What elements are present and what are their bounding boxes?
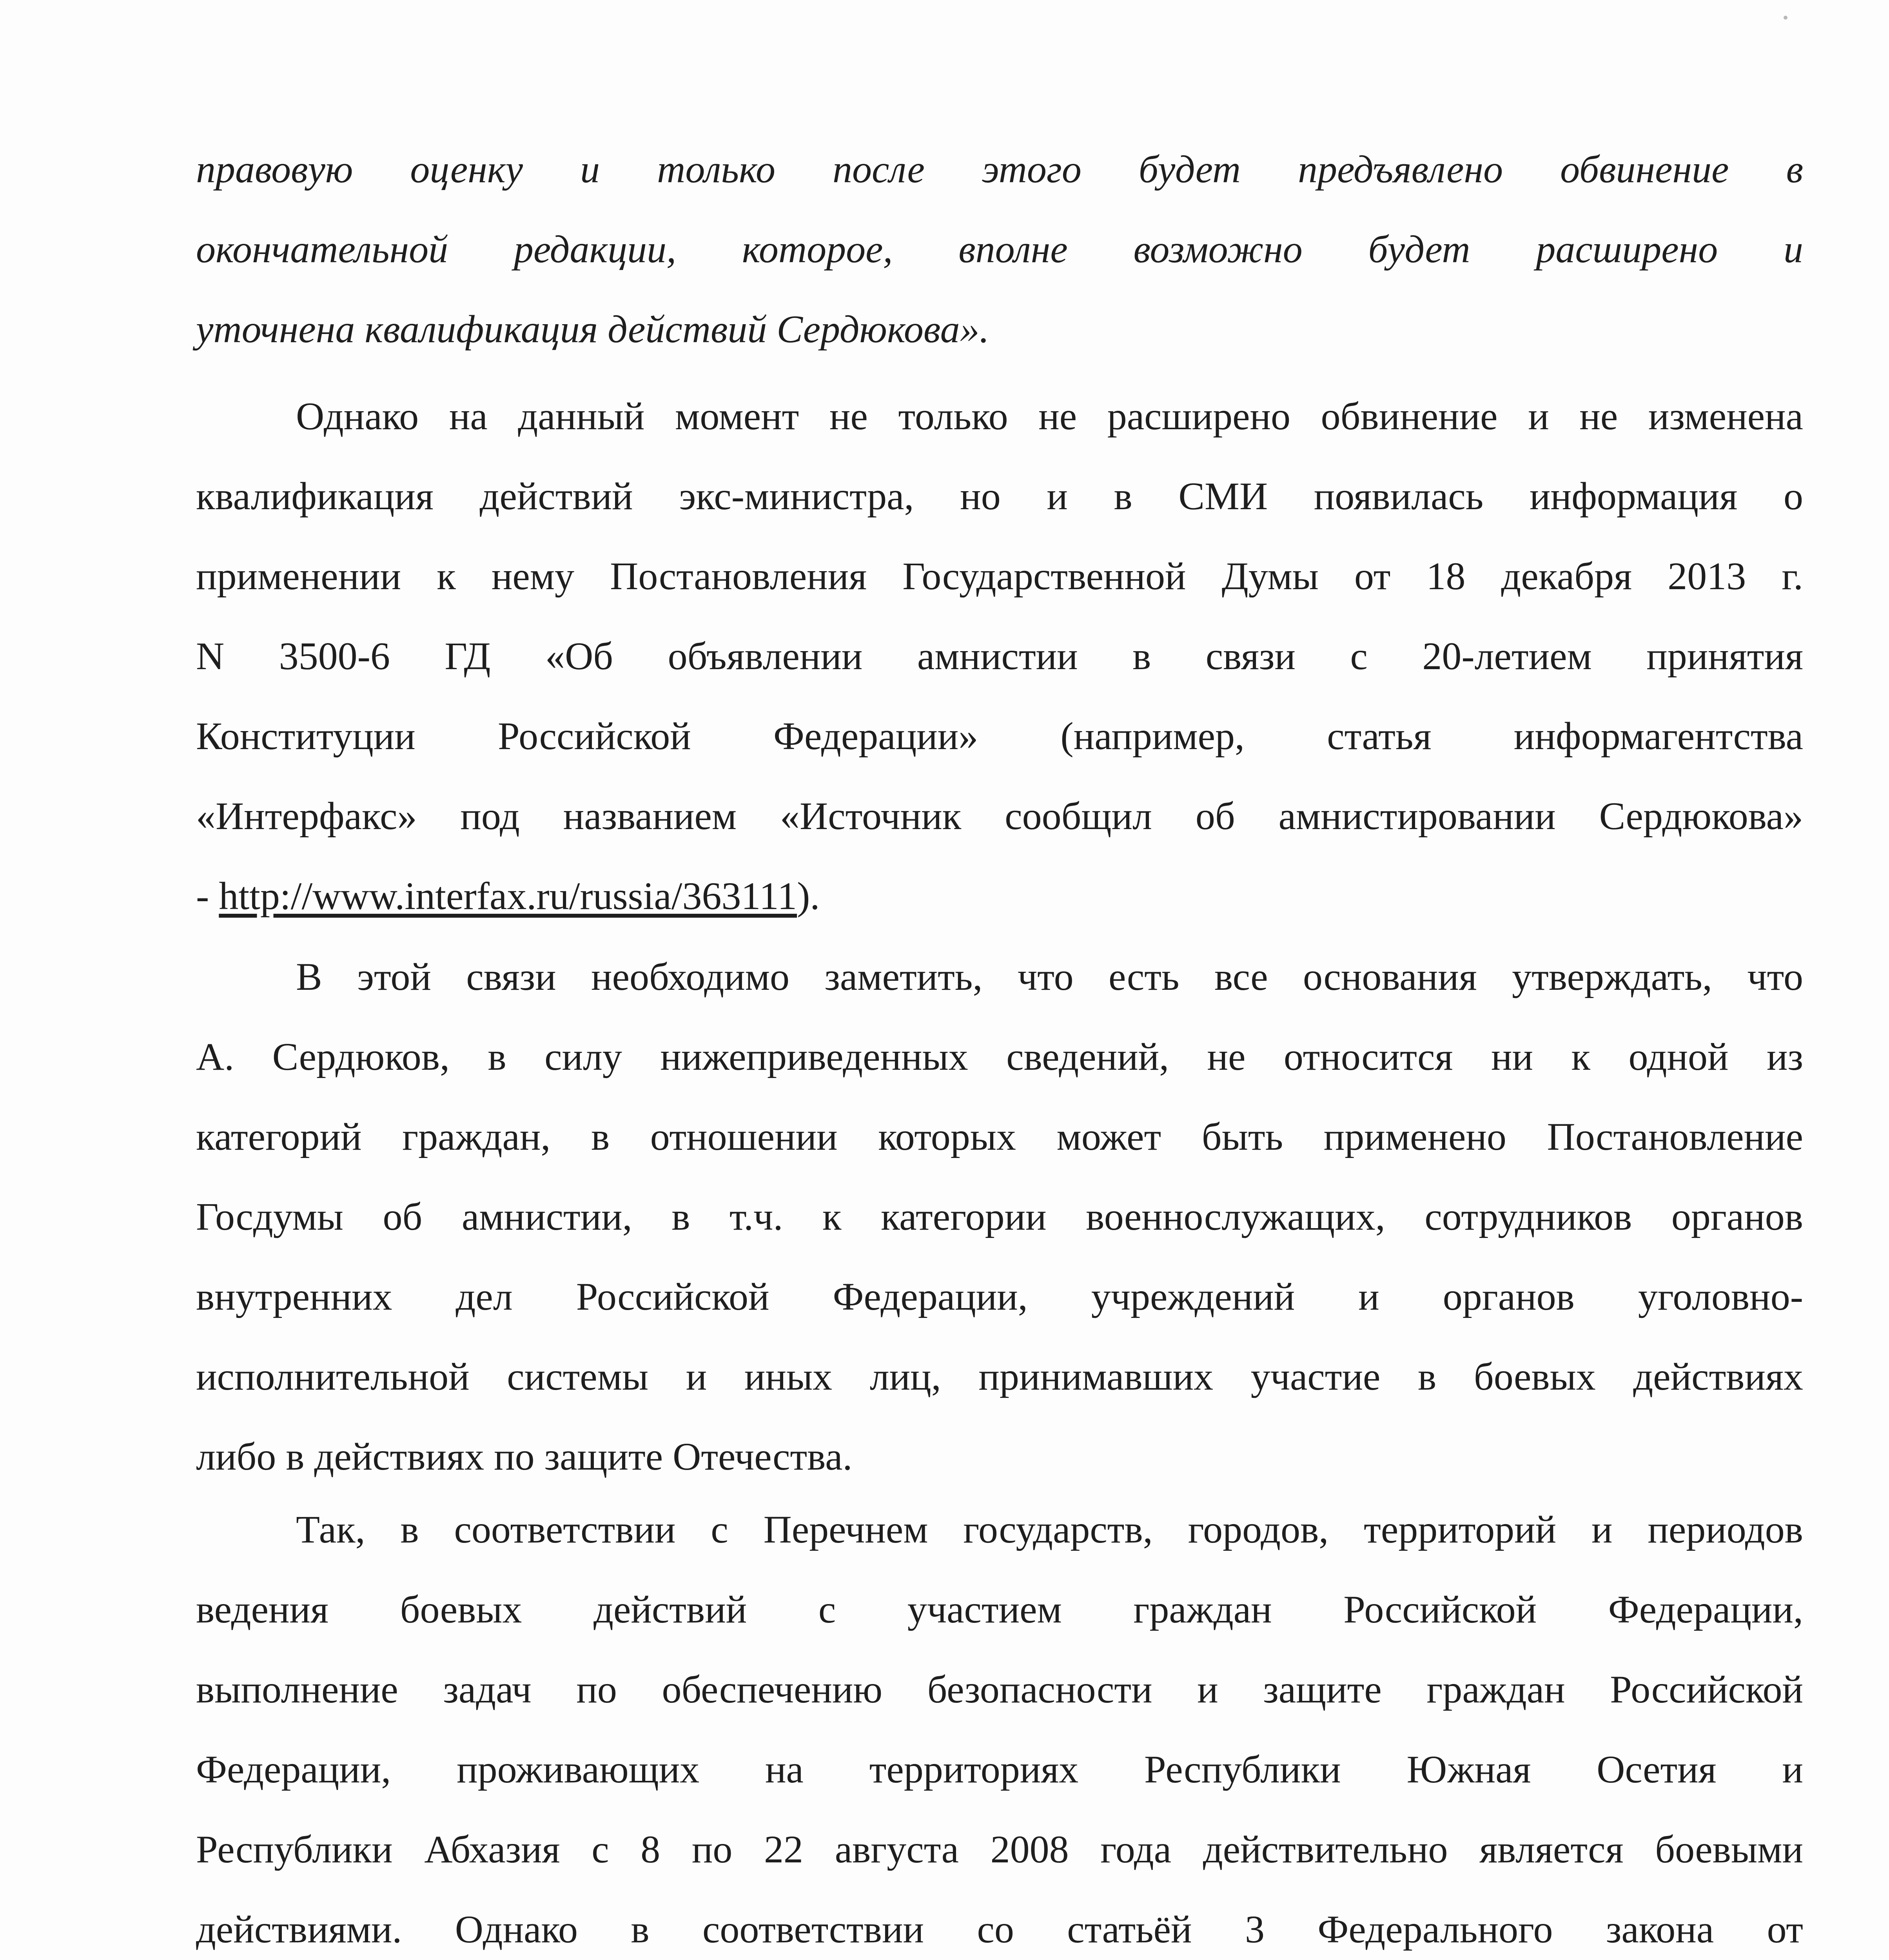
paragraph-line: А. Сердюков, в силу нижеприведенных сведений, не относится ни к одной из: [196, 1035, 1803, 1078]
paragraph-line: исполнительной системы и иных лиц, принимавших участие в боевых действиях: [196, 1355, 1803, 1398]
paragraph-categories: [196, 937, 1803, 1497]
paragraph-amnesty-info: [196, 376, 1803, 936]
paragraph-line: В этой связи необходимо заметить, что есть все основания утверждать, что: [296, 955, 1803, 998]
paragraph-line: Так, в соответствии с Перечнем государств, городов, территорий и периодов: [296, 1508, 1803, 1551]
scan-artifact: [1784, 16, 1787, 20]
paragraph-line: ведения боевых действий с участием граждан Российской Федерации,: [196, 1588, 1803, 1631]
paragraph-line: квалификация действий экс-министра, но и в СМИ появилась информация о: [196, 474, 1803, 518]
quote-paragraph: [196, 129, 1803, 369]
paragraph-line: Однако на данный момент не только не расширено обвинение и не изменена: [296, 394, 1803, 438]
paragraph-line: Федерации, проживающих на территориях Республики Южная Осетия и: [196, 1748, 1803, 1791]
quote-line: правовую оценку и только после этого будет предъявлено обвинение в: [196, 147, 1803, 191]
interfax-link[interactable]: http://www.interfax.ru/russia/363111: [219, 874, 797, 918]
paragraph-line-with-link: [196, 856, 1803, 936]
paragraph-line: категорий граждан, в отношении которых может быть применено Постановление: [196, 1115, 1803, 1158]
paragraph-line: Госдумы об амнистии, в т.ч. к категории военнослужащих, сотрудников органов: [196, 1195, 1803, 1238]
link-suffix: ).: [797, 874, 820, 918]
paragraph-combat-list: [196, 1490, 1803, 1960]
paragraph-line: «Интерфакс» под названием «Источник сообщил об амнистировании Сердюкова»: [196, 794, 1803, 838]
paragraph-line: применении к нему Постановления Государственной Думы от 18 декабря 2013 г.: [196, 554, 1803, 598]
paragraph-line: выполнение задач по обеспечению безопасности и защите граждан Российской: [196, 1668, 1803, 1711]
paragraph-line: N 3500-6 ГД «Об объявлении амнистии в связи с 20-летием принятия: [196, 634, 1803, 678]
quote-line: окончательной редакции, которое, вполне возможно будет расширено и: [196, 227, 1803, 271]
paragraph-line: внутренних дел Российской Федерации, учреждений и органов уголовно-: [196, 1275, 1803, 1318]
paragraph-line: либо в действиях по защите Отечества.: [196, 1435, 853, 1478]
paragraph-line: действиями. Однако в соответствии со статьёй 3 Федерального закона от: [196, 1907, 1803, 1951]
paragraph-line: Республики Абхазия с 8 по 22 августа 2008 года действительно является боевыми: [196, 1828, 1803, 1871]
paragraph-line: Конституции Российской Федерации» (например, статья информагентства: [196, 714, 1803, 758]
link-prefix: -: [196, 874, 219, 918]
quote-line: уточнена квалификация действий Сердюкова».: [196, 307, 989, 351]
